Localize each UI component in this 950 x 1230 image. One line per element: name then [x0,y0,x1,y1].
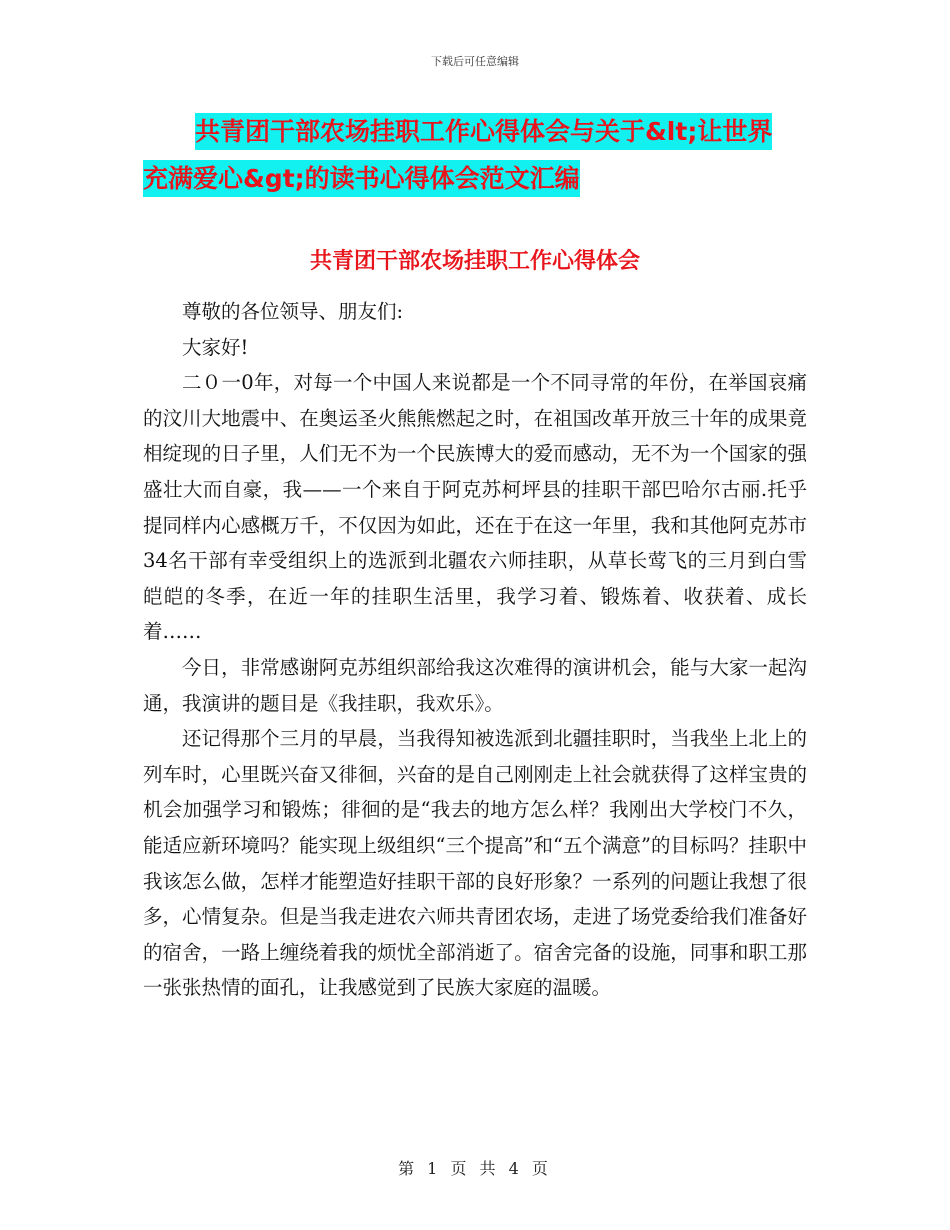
paragraph-salutation: 尊敬的各位领导、朋友们: [182,300,404,323]
document-title-line-1 [143,108,823,155]
page-footer: 第 1 页 共 4 页 [398,1159,552,1178]
paragraph: 还记得那个三月的早晨，当我得知被选派到北疆挂职时，当我坐上北上的列车时，心里既兴奋又徘徊，兴奋的是自己刚刚走上社会就获得了这样宝贵的机会加强学习和锻炼；徘徊的是“我去的地方怎么样？我刚出大学校门不久，能适应新环境吗？能实现上级组织“三个提高”和“五个满意”的目标吗？挂职中我该怎么做，怎样才能塑造好挂职干部的良好形象？一系列的问题让我想了很多，心情复杂。但是当我走进农六师共青团农场，走进了场党委给我们准备好的宿舍，一路上缠绕着我的烦忧全部消逝了。宿舍完备的设施，同事和职工那一张张热情的面孔，让我感觉到了民族大家庭的温暖。 [143,727,807,1000]
paragraph: 二０一0年，对每一个中国人来说都是一个不同寻常的年份，在举国哀痛的汶川大地震中、在奥运圣火熊熊燃起之时，在祖国改革开放三十年的成果竟相绽现的日子里，人们无不为一个民族博大的爱而感动，无不为一个国家的强盛壮大而自豪，我——一个来自于阿克苏柯坪县的挂职干部巴哈尔古丽.托乎提同样内心感概万千，不仅因为如此，还在于在这一年里，我和其他阿克苏市34名干部有幸受组织上的选派到北疆农六师挂职，从草长莺飞的三月到白雪皑皑的冬季，在近一年的挂职生活里，我学习着、锻炼着、收获着、成长着…… [143,371,807,644]
title-line-1-text: 共青团干部农场挂职工作心得体会与关于&lt;让世界 [195,113,772,150]
document-title-line-2 [143,155,823,202]
header-note: 下载后可任意编辑 [431,55,519,68]
paragraph: 今日，非常感谢阿克苏组织部给我这次难得的演讲机会，能与大家一起沟通，我演讲的题目是《我挂职，我欢乐》。 [143,655,807,715]
body-text [143,294,807,1006]
section-heading: 共青团干部农场挂职工作心得体会 [309,249,640,274]
paragraph-greeting: 大家好! [182,335,249,359]
title-line-2-text: 充满爱心&gt;的读书心得体会范文汇编 [143,160,580,197]
document-title [143,108,823,202]
